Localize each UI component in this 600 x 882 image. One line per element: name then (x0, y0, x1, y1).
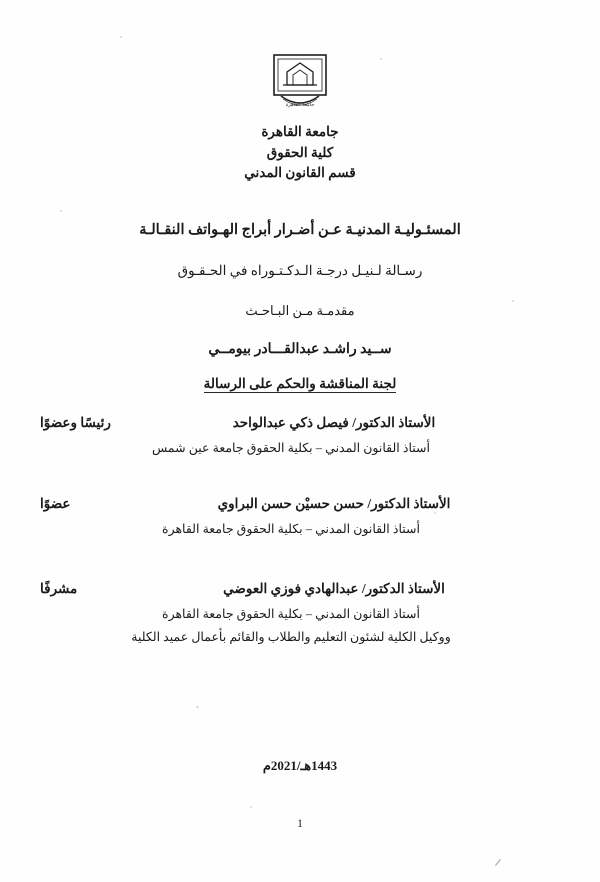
member-role: عضوًا (40, 496, 71, 511)
university-name: جامعة القاهرة (261, 124, 339, 139)
scan-speckle (196, 706, 199, 708)
scan-artifact (495, 859, 501, 866)
university-logo-container (0, 52, 600, 114)
svg-text:جامعة القاهرة: جامعة القاهرة (285, 103, 315, 108)
page-number: 1 (297, 818, 303, 830)
title-block (0, 222, 600, 358)
scan-speckle (120, 36, 122, 38)
committee-members-list (0, 415, 600, 675)
member-affiliation: أستاذ القانون المدني – بكلية الحقوق جامعة عين شمس (151, 441, 430, 455)
member-name: الأستاذ الدكتور/ حسن حسيْن حسن البراوي (217, 496, 451, 511)
submitted-by-label: مقدمـة مـن البـاحـث (245, 303, 355, 318)
scan-speckle (60, 210, 62, 212)
committee-member (40, 496, 560, 537)
member-role: رئيسًا وعضوًا (40, 415, 111, 430)
committee-member (40, 581, 560, 645)
date-line: 1443هـ/2021م (262, 758, 338, 773)
thesis-title: المسئـوليـة المدنيـة عـن أضـرار أبراج الهـواتف النقـالـة (139, 222, 461, 238)
member-extra-title: ووكيل الكلية لشئون التعليم والطلاب والقائم بأعمال عميد الكلية (131, 630, 451, 644)
committee-heading (0, 376, 600, 392)
degree-statement: رسـالة لـنيـل درجـة الـدكـتـوراه في الحـقـوق (177, 263, 423, 278)
member-affiliation: أستاذ القانون المدني – بكلية الحقوق جامعة القاهرة (162, 522, 420, 536)
member-role: مشرفًا (40, 581, 78, 596)
member-affiliation: أستاذ القانون المدني – بكلية الحقوق جامعة القاهرة (162, 607, 420, 621)
scan-speckle (250, 806, 252, 808)
faculty-name: كلية الحقوق (266, 144, 334, 160)
cairo-university-emblem-icon (271, 52, 329, 114)
member-name: الأستاذ الدكتور/ عبدالهادي فوزي العوضي (223, 581, 445, 596)
author-name: ســيد راشـد عبدالقـــادر بيومــي (208, 342, 392, 357)
institution-block (0, 122, 600, 184)
department-name: قسم القانون المدني (244, 165, 356, 181)
member-name: الأستاذ الدكتور/ فيصل ذكي عبدالواحد (232, 415, 436, 430)
committee-member (40, 415, 560, 456)
committee-heading-text: لجنة المناقشة والحكم على الرسالة (203, 376, 397, 391)
